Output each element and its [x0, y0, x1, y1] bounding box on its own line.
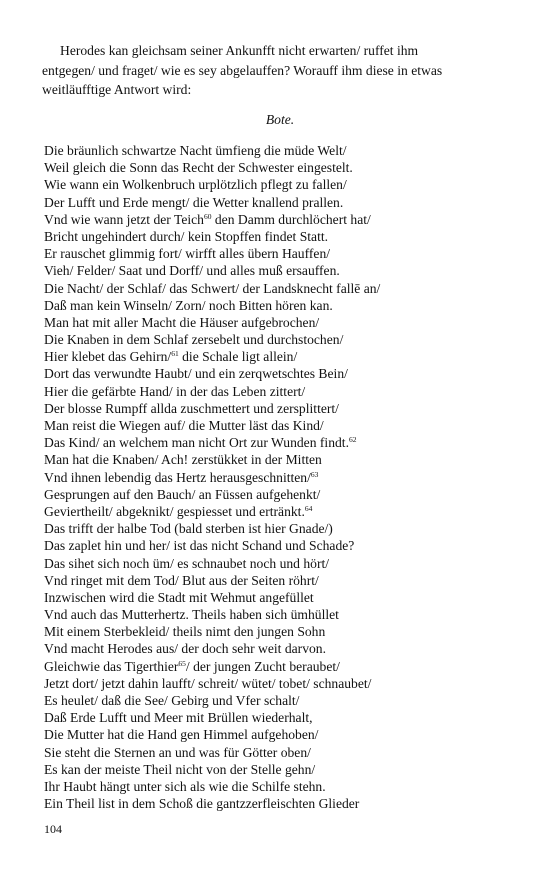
- verse-line: [44, 348, 380, 365]
- verse-line: [44, 640, 380, 657]
- footnote-marker: 61: [171, 349, 179, 359]
- verse-line-text: Hier klebet das Gehirn/: [44, 349, 172, 365]
- verse-line: [44, 383, 380, 400]
- verse-line: [44, 744, 380, 761]
- verse-line: [44, 537, 380, 554]
- verse-line: [44, 692, 380, 709]
- verse-line-text: Wie wann ein Wolkenbruch urplötzlich pflegt zu fallen/: [44, 177, 347, 193]
- verse-line-text: Vnd wie wann jetzt der Teich: [44, 211, 204, 227]
- verse-line-text: Der Lufft und Erde mengt/ die Wetter knallend prallen.: [44, 194, 344, 210]
- verse-line-text: Das zaplet hin und her/ ist das nicht Schand und Schade?: [44, 538, 355, 554]
- verse-line-text: die Schale ligt allein/: [178, 349, 298, 365]
- verse-line-text: Vnd ringet mit dem Tod/ Blut aus der Seiten röhrt/: [44, 572, 319, 588]
- verse-line-text: Daß man kein Winseln/ Zorn/ noch Bitten hören kan.: [44, 297, 333, 313]
- verse-line: [44, 726, 380, 743]
- verse-line-text: Weil gleich die Sonn das Recht der Schwester eingestelt.: [44, 160, 353, 176]
- verse-line-text: Das sihet sich noch üm/ es schnaubet noch und hört/: [44, 555, 330, 571]
- verse-line-text: Man hat mit aller Macht die Häuser aufgebrochen/: [44, 314, 320, 330]
- verse-line: [44, 280, 380, 297]
- verse-line-text: Es heulet/ daß die See/ Gebirg und Vfer schalt/: [44, 693, 300, 708]
- verse-line: [44, 142, 380, 159]
- intro-paragraph: Herodes kan gleichsam seiner Ankunfft nicht erwarten/ ruffet ihm entgegen/ und fraget/ wie es sey abgelauffen? Worauff ihm diese in etwas weitläufftige Antwort wird:: [42, 43, 443, 97]
- verse-line-text: Ein Theil list in dem Schoß die gantzzerfleischten Glieder: [44, 796, 360, 812]
- footnote-marker: 60: [203, 211, 212, 221]
- verse-line: [44, 486, 380, 503]
- verse-line-text: Ihr Haubt hängt unter sich als wie die Schilfe stehn.: [44, 778, 326, 794]
- verse-line: [44, 606, 380, 623]
- speaker-heading: Bote.: [265, 112, 295, 127]
- verse-line-text: Die Knaben in dem Schlaf zersebelt und durchstochen/: [44, 332, 344, 348]
- footnote-marker: 64: [304, 503, 313, 513]
- footnote-marker: 62: [348, 435, 357, 445]
- verse-line: [44, 331, 380, 348]
- verse-line-text: Das Kind/ an welchem man nicht Ort zur Wunden findt.: [44, 435, 349, 451]
- verse-line: [44, 658, 380, 675]
- verse-line-text: Vieh/ Felder/ Saat und Dorff/ und alles muß ersauffen.: [44, 263, 340, 279]
- verse-line-text: Vnd auch das Mutterhertz. Theils haben sich ümhüllet: [44, 607, 339, 623]
- verse-line: [44, 761, 380, 778]
- verse-line: [44, 417, 380, 434]
- footnote-marker: 65: [178, 658, 186, 668]
- verse-line-text: Dort das verwundte Haubt/ und ein zerqwetschtes Bein/: [44, 366, 348, 382]
- verse-line-text: Sie steht die Sternen an und was für Götter oben/: [44, 744, 311, 760]
- verse-line: [44, 245, 380, 262]
- verse-line: [44, 520, 380, 537]
- verse-line: [44, 211, 380, 228]
- verse-line-text: Man reist die Wiegen auf/ die Mutter läst das Kind/: [44, 418, 324, 433]
- verse-line: [44, 176, 380, 193]
- verse-line-text: Geviertheilt/ abgeknikt/ gespiesset und ertränkt.: [44, 503, 305, 519]
- verse-line-text: / der jungen Zucht beraubet/: [185, 658, 340, 674]
- footnote-marker: 63: [310, 469, 319, 479]
- verse-line: [44, 795, 380, 812]
- verse-line: [44, 778, 380, 795]
- verse-block: [44, 142, 380, 812]
- verse-line: [44, 555, 380, 572]
- verse-line-text: Das trifft der halbe Tod (bald sterben ist hier Gnade/): [44, 521, 333, 537]
- verse-line-text: Der blosse Rumpff allda zuschmettert und zersplittert/: [44, 400, 339, 416]
- verse-line-text: Man hat die Knaben/ Ach! zerstükket in der Mitten: [44, 452, 322, 468]
- verse-line: [44, 400, 380, 417]
- verse-line: [44, 469, 380, 486]
- verse-line: [44, 194, 380, 211]
- verse-line: [44, 589, 380, 606]
- verse-line: [44, 709, 380, 726]
- verse-line: [44, 159, 380, 176]
- verse-line: [44, 314, 380, 331]
- verse-line-text: Vnd macht Herodes aus/ der doch sehr weit darvon.: [44, 641, 326, 657]
- verse-line-text: Bricht ungehindert durch/ kein Stopffen findet Statt.: [44, 228, 329, 244]
- verse-line-text: Jetzt dort/ jetzt dahin laufft/ schreit/ wütet/ tobet/ schnaubet/: [44, 675, 372, 691]
- verse-line-text: Inzwischen wird die Stadt mit Wehmut angefüllet: [44, 589, 314, 605]
- verse-line-text: Gleichwie das Tigerthier: [44, 658, 179, 674]
- verse-line-text: Daß Erde Lufft und Meer mit Brüllen wiederhalt,: [44, 710, 313, 726]
- verse-line: [44, 503, 380, 520]
- verse-line: [44, 572, 380, 589]
- verse-line: [44, 675, 380, 692]
- verse-line-text: Die bräunlich schwartze Nacht ümfieng die müde Welt/: [44, 143, 347, 158]
- verse-line-text: Mit einem Sterbekleid/ theils nimt den jungen Sohn: [44, 624, 326, 640]
- verse-line: [44, 228, 380, 245]
- verse-line: [44, 262, 380, 279]
- verse-line-text: Hier die gefärbte Hand/ in der das Leben zittert/: [44, 383, 306, 399]
- verse-line: [44, 623, 380, 640]
- verse-line: [44, 434, 380, 451]
- verse-line: [44, 451, 380, 468]
- verse-line: [44, 297, 380, 314]
- verse-line-text: Die Mutter hat die Hand gen Himmel aufgehoben/: [44, 727, 319, 743]
- verse-line-text: den Damm durchlöchert hat/: [211, 211, 371, 227]
- verse-line: [44, 365, 380, 382]
- verse-line-text: Er rauschet glimmig fort/ wirfft alles übern Hauffen/: [44, 246, 331, 262]
- verse-line-text: Die Nacht/ der Schlaf/ das Schwert/ der Landsknecht fallē an/: [44, 280, 381, 296]
- verse-line-text: Gesprungen auf den Bauch/ an Füssen aufgehenkt/: [44, 486, 321, 502]
- page-number: 104: [44, 822, 62, 836]
- verse-line-text: Es kan der meiste Theil nicht von der Stelle gehn/: [44, 761, 316, 777]
- verse-line-text: Vnd ihnen lebendig das Hertz herausgeschnitten/: [44, 469, 311, 485]
